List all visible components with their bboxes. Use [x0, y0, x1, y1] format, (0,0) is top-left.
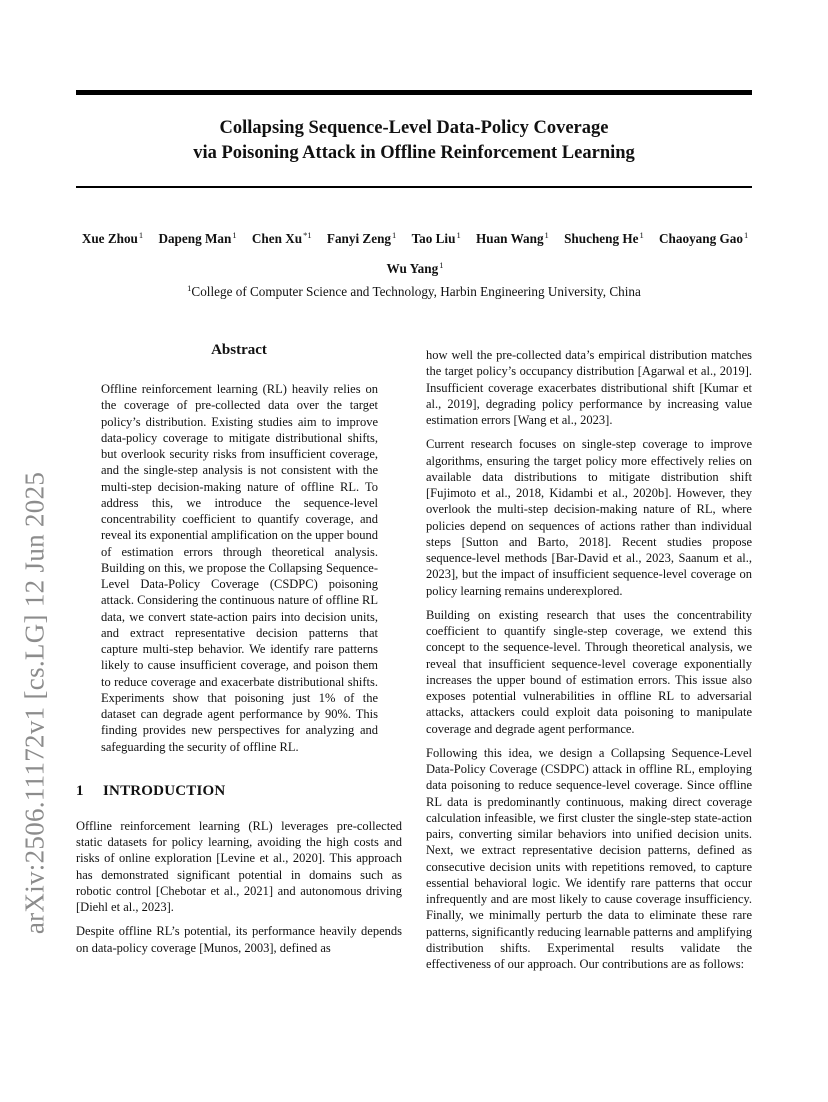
paragraph: Building on existing research that uses the concentrability coefficient to quantify single-step coverage, we extend this concept to the sequence-level. Through theoretical analysis, we reveal that insufficient sequence-level coverage exponentially increases the upper bound of estimation errors. This issue also exposes potential vulnerabilities in offline RL to adversarial attacks, attackers could exploit data poisoning to manipulate coverage and degrade agent performance. — [426, 607, 752, 736]
abstract-heading: Abstract — [211, 342, 267, 358]
author-name: Chaoyang Gao — [659, 231, 743, 246]
paragraph: Following this idea, we design a Collapsing Sequence-Level Data-Policy Coverage (CSDPC) attack in offline RL, employing data poisoning to reduce sequence-level coverage. Since offline RL data is predominantly continuous, making direct coverage calculation infeasible, we first cluster the single-step state-action pairs, converting similar behaviors into unified decision units. Next, we extract representative decision patterns, defined as consecutive decision units with repetitions removed, to capture essential behavioral logic. We identify rare patterns that occur infrequently and are most likely to cause coverage insufficiency. Finally, we minimally perturb the data to eliminate these rare patterns, significantly reducing learnable patterns and amplifying distribution shifts. Experimental results validate the effectiveness of our approach. Our contributions are as follows: — [426, 745, 752, 971]
title-line-1: Collapsing Sequence-Level Data-Policy Coverage — [219, 118, 609, 138]
paper-title — [76, 116, 752, 166]
author-name: Huan Wang — [475, 231, 544, 246]
top-rule — [76, 90, 752, 95]
affiliation-mark: 1 — [743, 230, 749, 240]
paragraph: Current research focuses on single-step coverage to improve algorithms, ensuring the target policy more effectively relies on available data distributions to mitigate distribution shift [Fujimoto et al., 2018, Kidambi et al., 2020b]. However, they overlook the multi-step decision-making nature of RL, where policies depend on sequences of actions rather than individual steps [Sutton and Barto, 2018]. Recent studies propose sequence-level methods [Bar-David et al., 2023, Saanum et al., 2023], but the impact of insufficient sequence-level coverage on policy learning remains underexplored. — [426, 437, 752, 598]
author-name: Dapeng Man — [158, 231, 232, 246]
affiliation-mark: 1 — [639, 230, 644, 240]
right-column — [426, 347, 752, 980]
author — [564, 222, 644, 252]
affiliation-mark: 1 — [456, 230, 461, 240]
author — [659, 222, 748, 252]
title-line-2: via Poisoning Attack in Offline Reinforcement Learning — [193, 143, 635, 163]
title-bottom-rule — [76, 186, 752, 188]
section-heading-introduction — [76, 783, 402, 800]
author — [327, 222, 396, 252]
author-name: Shucheng He — [564, 231, 639, 246]
paragraph: Offline reinforcement learning (RL) leverages pre-collected static datasets for policy learning, avoiding the high costs and risks of online exploration [Levine et al., 2020]. This approach has demonstrated significant potential in domains such as robotic control [Chebotar et al., 2021] and autonomous driving [Diehl et al., 2023]. — [76, 818, 402, 914]
paragraph: how well the pre-collected data’s empirical distribution matches the target policy’s occupancy distribution [Agarwal et al., 2019]. Insufficient coverage exacerbates distributional shift [Kumar et al., 2019], degrading policy performance by increasing value estimation errors [Wang et al., 2023]. — [426, 348, 752, 427]
affiliation-mark: *1 — [303, 230, 312, 240]
section-title: INTRODUCTION — [103, 782, 226, 799]
author — [82, 222, 143, 252]
author — [476, 222, 549, 252]
author — [412, 222, 461, 252]
author — [387, 252, 444, 282]
author-name: Fanyi Zeng — [326, 231, 392, 246]
affiliation-mark: 1 — [138, 230, 144, 240]
affiliation-mark: 1 — [232, 230, 237, 240]
author-list — [70, 222, 760, 282]
affiliation-mark: 1 — [439, 260, 444, 270]
author-name: Xue Zhou — [81, 231, 138, 246]
author — [158, 222, 236, 252]
affiliation-mark: 1 — [544, 230, 549, 240]
affiliation-mark: 1 — [187, 283, 192, 293]
author — [252, 222, 312, 252]
section-number: 1 — [76, 782, 84, 799]
left-column — [76, 342, 402, 964]
affiliation-text: College of Computer Science and Technology, Harbin Engineering University, China — [191, 284, 641, 299]
paragraph: Despite offline RL’s potential, its performance heavily depends on data-policy coverage [Munos, 2003], defined as — [76, 924, 402, 955]
author-name: Chen Xu — [251, 231, 303, 246]
affiliation-mark: 1 — [392, 230, 397, 240]
arxiv-identifier-stamp: arXiv:2506.11172v1 [cs.LG] 12 Jun 2025 — [19, 471, 50, 935]
affiliation — [76, 283, 752, 300]
author-name: Wu Yang — [386, 261, 439, 276]
abstract-text: Offline reinforcement learning (RL) heavily relies on the coverage of pre-collected data over the target policy’s distribution. Existing studies aim to improve data-policy coverage to mitigate distributional shifts, but overlook security risks from insufficient coverage, and the single-step analysis is not consistent with the multi-step decision-making nature of offline RL. To address this, we introduce the sequence-level concentrability coefficient to quantify coverage, and reveal its exponential amplification on the upper bound of estimation errors through theoretical analysis. Building on this, we propose the Collapsing Sequence-Level Data-Policy Coverage (CSDPC) poisoning attack. Considering the continuous nature of offline RL data, we convert state-action pairs into decision units, and extract representative decision patterns that capture multi-step behavior. We identify rare patterns likely to cause insufficient coverage, and poison them to reduce coverage and exacerbate distributional shifts. Experiments show that poisoning just 1% of the dataset can degrade agent performance by 90%. This finding provides new perspectives for analyzing and safeguarding the security of offline RL. — [101, 382, 378, 754]
author-name: Tao Liu — [411, 231, 456, 246]
